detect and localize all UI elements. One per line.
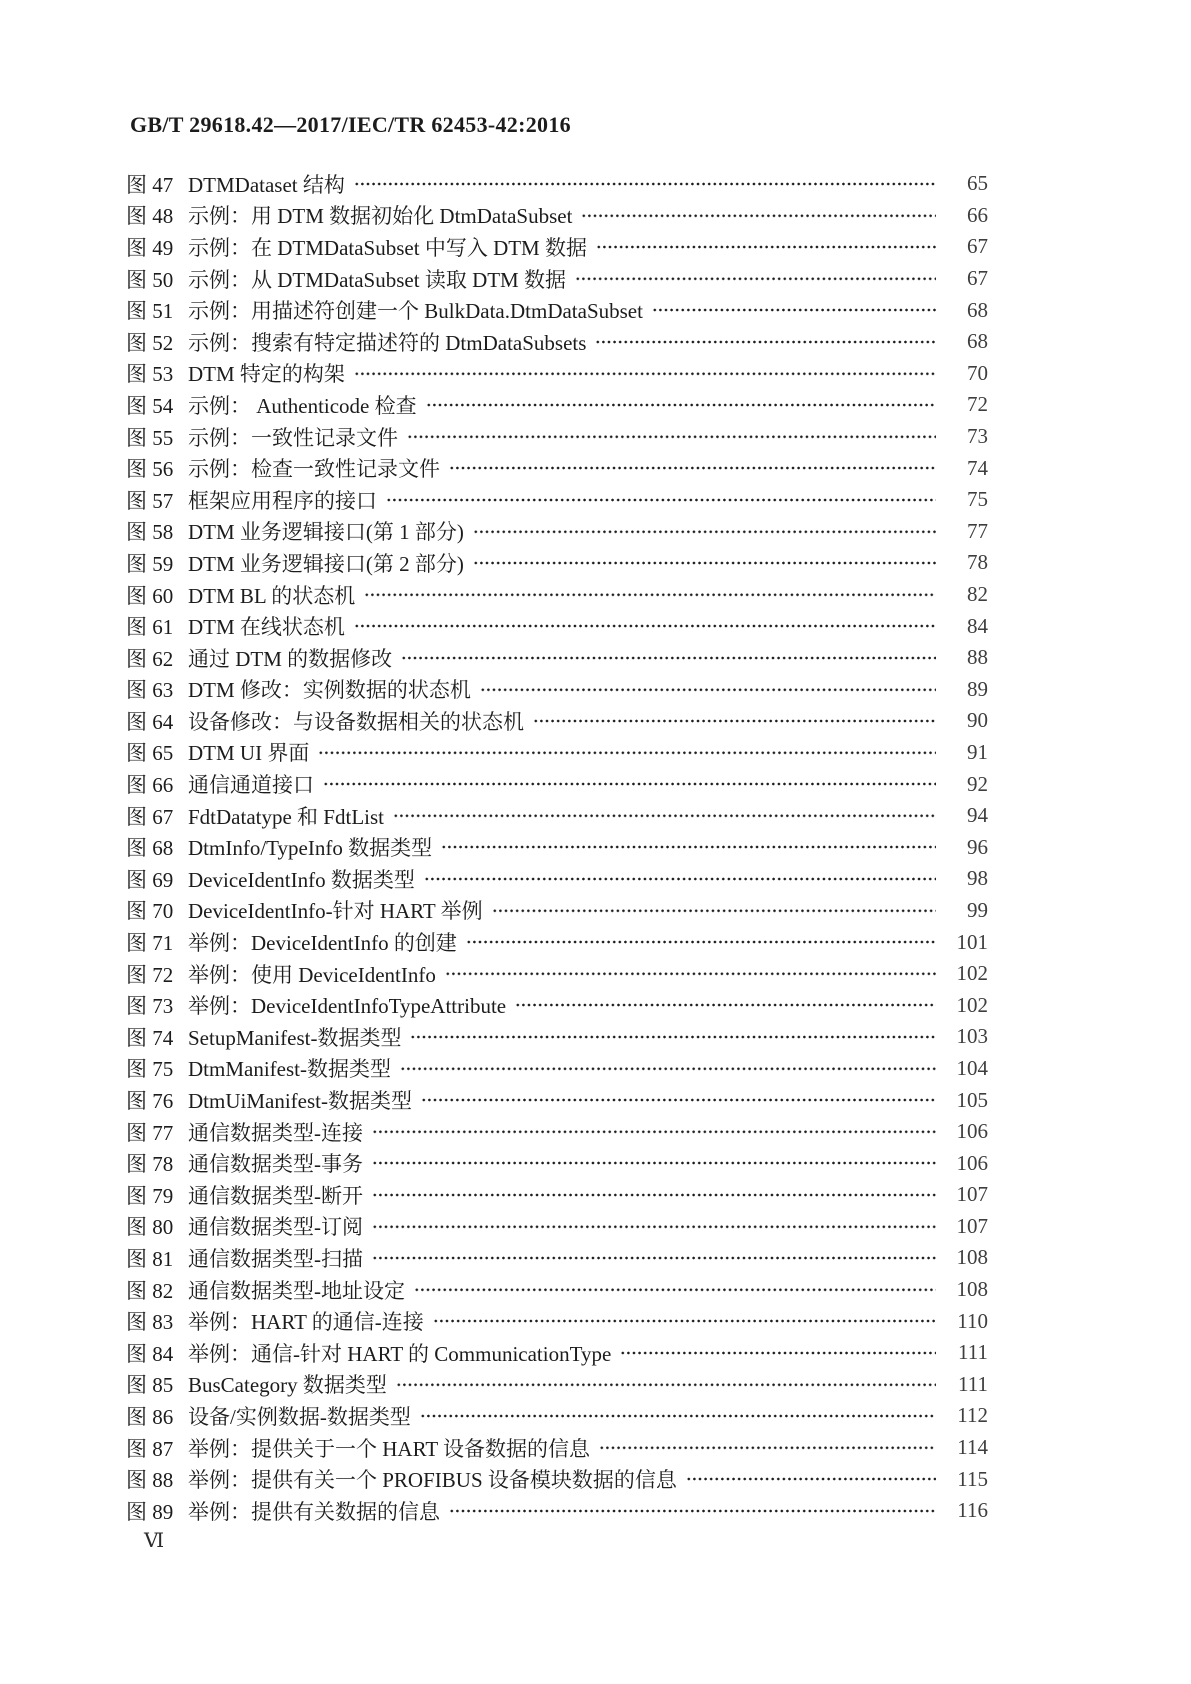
dot-leader (372, 1116, 936, 1148)
figure-label: 图 74 (126, 1025, 174, 1050)
figure-label: 图 71 (126, 931, 174, 956)
figure-title: 通信数据类型-事务 (188, 1152, 363, 1177)
dot-leader (354, 358, 936, 390)
figure-title: 举例：DeviceIdentInfoTypeAttribute (188, 994, 507, 1019)
list-of-figures (126, 168, 988, 1527)
figure-page-number: 106 (956, 1119, 988, 1144)
figure-page-number: 72 (967, 392, 988, 417)
figure-page-number: 91 (967, 739, 988, 764)
figure-page-number: 99 (967, 897, 988, 922)
toc-entry (126, 1369, 988, 1401)
toc-entry (126, 1305, 988, 1337)
toc-entry (126, 1274, 988, 1306)
dot-leader (652, 294, 936, 326)
figure-page-number: 92 (967, 771, 988, 796)
figure-title: DTM 业务逻辑接口(第 1 部分) (188, 520, 464, 545)
dot-leader (686, 1463, 936, 1495)
toc-entry (126, 705, 988, 737)
figure-page-number: 98 (967, 866, 988, 891)
figure-label: 图 55 (126, 425, 174, 450)
figure-title: 举例：提供有关一个 PROFIBUS 设备模块数据的信息 (188, 1468, 677, 1493)
toc-entry (126, 1432, 988, 1464)
figure-title: DtmManifest-数据类型 (188, 1057, 391, 1082)
figure-page-number: 104 (956, 1055, 988, 1080)
figure-title: DeviceIdentInfo 数据类型 (188, 867, 415, 892)
toc-entry (126, 326, 988, 358)
figure-page-number: 108 (956, 1245, 988, 1270)
toc-entry (126, 421, 988, 453)
figure-title: SetupManifest-数据类型 (188, 1025, 402, 1050)
figure-label: 图 77 (126, 1120, 174, 1145)
figure-page-number: 65 (967, 171, 988, 196)
toc-entry (126, 484, 988, 516)
toc-entry (126, 831, 988, 863)
figure-label: 图 82 (126, 1278, 174, 1303)
figure-title: 举例：DeviceIdentInfo 的创建 (188, 931, 457, 956)
dot-leader (323, 768, 936, 800)
figure-label: 图 56 (126, 457, 174, 482)
figure-title: BusCategory 数据类型 (188, 1373, 387, 1398)
figure-title: 示例：用 DTM 数据初始化 DtmDataSubset (188, 204, 573, 229)
figure-page-number: 107 (956, 1213, 988, 1238)
toc-entry (126, 1495, 988, 1527)
figure-title: FdtDatatype 和 FdtList (188, 804, 384, 829)
toc-entry (126, 1053, 988, 1085)
toc-entry (126, 895, 988, 927)
figure-page-number: 110 (957, 1308, 988, 1333)
figure-title: DeviceIdentInfo-针对 HART 举例 (188, 899, 483, 924)
toc-entry (126, 389, 988, 421)
dot-leader (466, 926, 936, 958)
dot-leader (433, 1305, 936, 1337)
figure-label: 图 57 (126, 488, 174, 513)
toc-entry (126, 1211, 988, 1243)
figure-title: 通信数据类型-连接 (188, 1120, 363, 1145)
figure-label: 图 60 (126, 583, 174, 608)
toc-entry (126, 358, 988, 390)
toc-entry (126, 1337, 988, 1369)
toc-entry (126, 926, 988, 958)
dot-leader (595, 326, 936, 358)
figure-page-number: 88 (967, 645, 988, 670)
dot-leader (407, 421, 936, 453)
roman-page-number: Ⅵ (144, 1528, 165, 1552)
figure-label: 图 70 (126, 899, 174, 924)
figure-title: DTM 特定的构架 (188, 362, 345, 387)
dot-leader (424, 863, 936, 895)
figure-title: 示例：在 DTMDataSubset 中写入 DTM 数据 (188, 235, 587, 260)
figure-page-number: 101 (956, 929, 988, 954)
figure-page-number: 112 (957, 1403, 988, 1428)
dot-leader (372, 1211, 936, 1243)
figure-title: 通过 DTM 的数据修改 (188, 646, 393, 671)
figure-label: 图 54 (126, 393, 174, 418)
figure-label: 图 67 (126, 804, 174, 829)
toc-entry (126, 1242, 988, 1274)
figure-label: 图 85 (126, 1373, 174, 1398)
dot-leader (599, 1432, 936, 1464)
toc-entry (126, 1463, 988, 1495)
toc-entry (126, 168, 988, 200)
figure-label: 图 52 (126, 330, 174, 355)
figure-label: 图 47 (126, 172, 174, 197)
toc-entry (126, 200, 988, 232)
dot-leader (372, 1147, 936, 1179)
figure-title: 举例：提供关于一个 HART 设备数据的信息 (188, 1436, 591, 1461)
figure-label: 图 72 (126, 962, 174, 987)
figure-page-number: 77 (967, 518, 988, 543)
dot-leader (426, 389, 936, 421)
toc-entry (126, 1179, 988, 1211)
figure-title: 设备/实例数据-数据类型 (188, 1404, 411, 1429)
figure-page-number: 78 (967, 550, 988, 575)
figure-label: 图 59 (126, 551, 174, 576)
toc-entry (126, 579, 988, 611)
figure-title: 示例：用描述符创建一个 BulkData.DtmDataSubset (188, 299, 643, 324)
dot-leader (364, 579, 936, 611)
toc-entry (126, 610, 988, 642)
toc-entry (126, 737, 988, 769)
figure-page-number: 82 (967, 582, 988, 607)
figure-page-number: 111 (958, 1340, 988, 1365)
figure-title: DTM 在线状态机 (188, 615, 345, 640)
figure-page-number: 70 (967, 360, 988, 385)
figure-title: DTM UI 界面 (188, 741, 310, 766)
toc-entry (126, 1021, 988, 1053)
figure-label: 图 50 (126, 267, 174, 292)
toc-entry (126, 863, 988, 895)
figure-page-number: 90 (967, 708, 988, 733)
dot-leader (414, 1274, 936, 1306)
figure-label: 图 81 (126, 1246, 174, 1271)
dot-leader (575, 263, 936, 295)
dot-leader (318, 737, 936, 769)
figure-title: 示例：搜索有特定描述符的 DtmDataSubsets (188, 330, 587, 355)
dot-leader (393, 800, 936, 832)
figure-label: 图 51 (126, 299, 174, 324)
figure-title: 设备修改：与设备数据相关的状态机 (188, 709, 524, 734)
figure-title: DtmUiManifest-数据类型 (188, 1089, 412, 1114)
figure-page-number: 111 (958, 1371, 988, 1396)
figure-page-number: 75 (967, 487, 988, 512)
figure-page-number: 67 (967, 234, 988, 259)
figure-page-number: 116 (957, 1498, 988, 1523)
toc-entry (126, 1400, 988, 1432)
figure-label: 图 84 (126, 1341, 174, 1366)
figure-label: 图 62 (126, 646, 174, 671)
standard-designation-header: GB/T 29618.42—2017/IEC/TR 62453-42:2016 (130, 112, 571, 137)
figure-page-number: 68 (967, 297, 988, 322)
dot-leader (420, 1400, 936, 1432)
toc-entry (126, 989, 988, 1021)
dot-leader (449, 452, 936, 484)
dot-leader (386, 484, 936, 516)
dot-leader (515, 989, 936, 1021)
figure-label: 图 58 (126, 520, 174, 545)
figure-label: 图 79 (126, 1183, 174, 1208)
dot-leader (445, 958, 936, 990)
figure-title: 示例：检查一致性记录文件 (188, 457, 440, 482)
figure-page-number: 68 (967, 329, 988, 354)
figure-label: 图 80 (126, 1215, 174, 1240)
figure-page-number: 103 (956, 1024, 988, 1049)
figure-title: 通信数据类型-断开 (188, 1183, 363, 1208)
figure-title: 举例：提供有关数据的信息 (188, 1499, 440, 1524)
dot-leader (473, 516, 936, 548)
toc-entry (126, 1084, 988, 1116)
toc-entry (126, 547, 988, 579)
figure-label: 图 78 (126, 1152, 174, 1177)
figure-title: 举例：通信-针对 HART 的 CommunicationType (188, 1341, 612, 1366)
figure-page-number: 84 (967, 613, 988, 638)
dot-leader (449, 1495, 936, 1527)
figure-page-number: 94 (967, 803, 988, 828)
figure-title: 通信数据类型-扫描 (188, 1246, 363, 1271)
figure-page-number: 105 (956, 1087, 988, 1112)
figure-title: 举例：HART 的通信-连接 (188, 1310, 424, 1335)
figure-label: 图 88 (126, 1468, 174, 1493)
figure-label: 图 73 (126, 994, 174, 1019)
dot-leader (421, 1084, 936, 1116)
figure-label: 图 61 (126, 615, 174, 640)
figure-label: 图 83 (126, 1310, 174, 1335)
figure-label: 图 65 (126, 741, 174, 766)
figure-label: 图 64 (126, 709, 174, 734)
figure-title: DTMDataset 结构 (188, 172, 345, 197)
figure-label: 图 75 (126, 1057, 174, 1082)
figure-label: 图 66 (126, 773, 174, 798)
toc-entry (126, 516, 988, 548)
figure-label: 图 49 (126, 235, 174, 260)
dot-leader (410, 1021, 936, 1053)
figure-page-number: 89 (967, 676, 988, 701)
toc-entry (126, 294, 988, 326)
figure-title: DTM 修改：实例数据的状态机 (188, 678, 471, 703)
figure-title: 示例： Authenticode 检查 (188, 393, 417, 418)
toc-entry (126, 768, 988, 800)
figure-title: DTM 业务逻辑接口(第 2 部分) (188, 551, 464, 576)
figure-page-number: 73 (967, 424, 988, 449)
dot-leader (480, 674, 936, 706)
toc-entry (126, 263, 988, 295)
figure-title: DTM BL 的状态机 (188, 583, 356, 608)
toc-entry (126, 452, 988, 484)
figure-title: 示例：一致性记录文件 (188, 425, 398, 450)
figure-label: 图 69 (126, 867, 174, 892)
figure-page-number: 106 (956, 1150, 988, 1175)
toc-entry (126, 1147, 988, 1179)
figure-page-number: 67 (967, 266, 988, 291)
figure-page-number: 102 (956, 992, 988, 1017)
figure-label: 图 48 (126, 204, 174, 229)
dot-leader (401, 642, 936, 674)
dot-leader (400, 1053, 936, 1085)
dot-leader (533, 705, 936, 737)
figure-title: DtmInfo/TypeInfo 数据类型 (188, 836, 433, 861)
figure-page-number: 107 (956, 1182, 988, 1207)
figure-page-number: 74 (967, 455, 988, 480)
dot-leader (441, 831, 936, 863)
figure-label: 图 86 (126, 1404, 174, 1429)
dot-leader (396, 1369, 936, 1401)
dot-leader (492, 895, 936, 927)
figure-title: 通信数据类型-订阅 (188, 1215, 363, 1240)
dot-leader (620, 1337, 936, 1369)
figure-page-number: 66 (967, 202, 988, 227)
figure-title: 示例：从 DTMDataSubset 读取 DTM 数据 (188, 267, 566, 292)
figure-label: 图 68 (126, 836, 174, 861)
toc-entry (126, 674, 988, 706)
dot-leader (581, 200, 936, 232)
toc-entry (126, 1116, 988, 1148)
figure-label: 图 87 (126, 1436, 174, 1461)
figure-label: 图 63 (126, 678, 174, 703)
figure-page-number: 108 (956, 1277, 988, 1302)
figure-page-number: 114 (957, 1435, 988, 1460)
figure-title: 通信数据类型-地址设定 (188, 1278, 405, 1303)
toc-entry (126, 958, 988, 990)
dot-leader (473, 547, 936, 579)
dot-leader (354, 610, 936, 642)
figure-page-number: 96 (967, 834, 988, 859)
dot-leader (372, 1242, 936, 1274)
toc-entry (126, 800, 988, 832)
figure-title: 举例：使用 DeviceIdentInfo (188, 962, 436, 987)
figure-page-number: 102 (956, 961, 988, 986)
toc-entry (126, 642, 988, 674)
figure-label: 图 89 (126, 1499, 174, 1524)
figure-label: 图 76 (126, 1089, 174, 1114)
dot-leader (596, 231, 936, 263)
dot-leader (354, 168, 936, 200)
toc-entry (126, 231, 988, 263)
figure-page-number: 115 (957, 1466, 988, 1491)
figure-label: 图 53 (126, 362, 174, 387)
figure-title: 框架应用程序的接口 (188, 488, 377, 513)
dot-leader (372, 1179, 936, 1211)
figure-title: 通信通道接口 (188, 773, 314, 798)
